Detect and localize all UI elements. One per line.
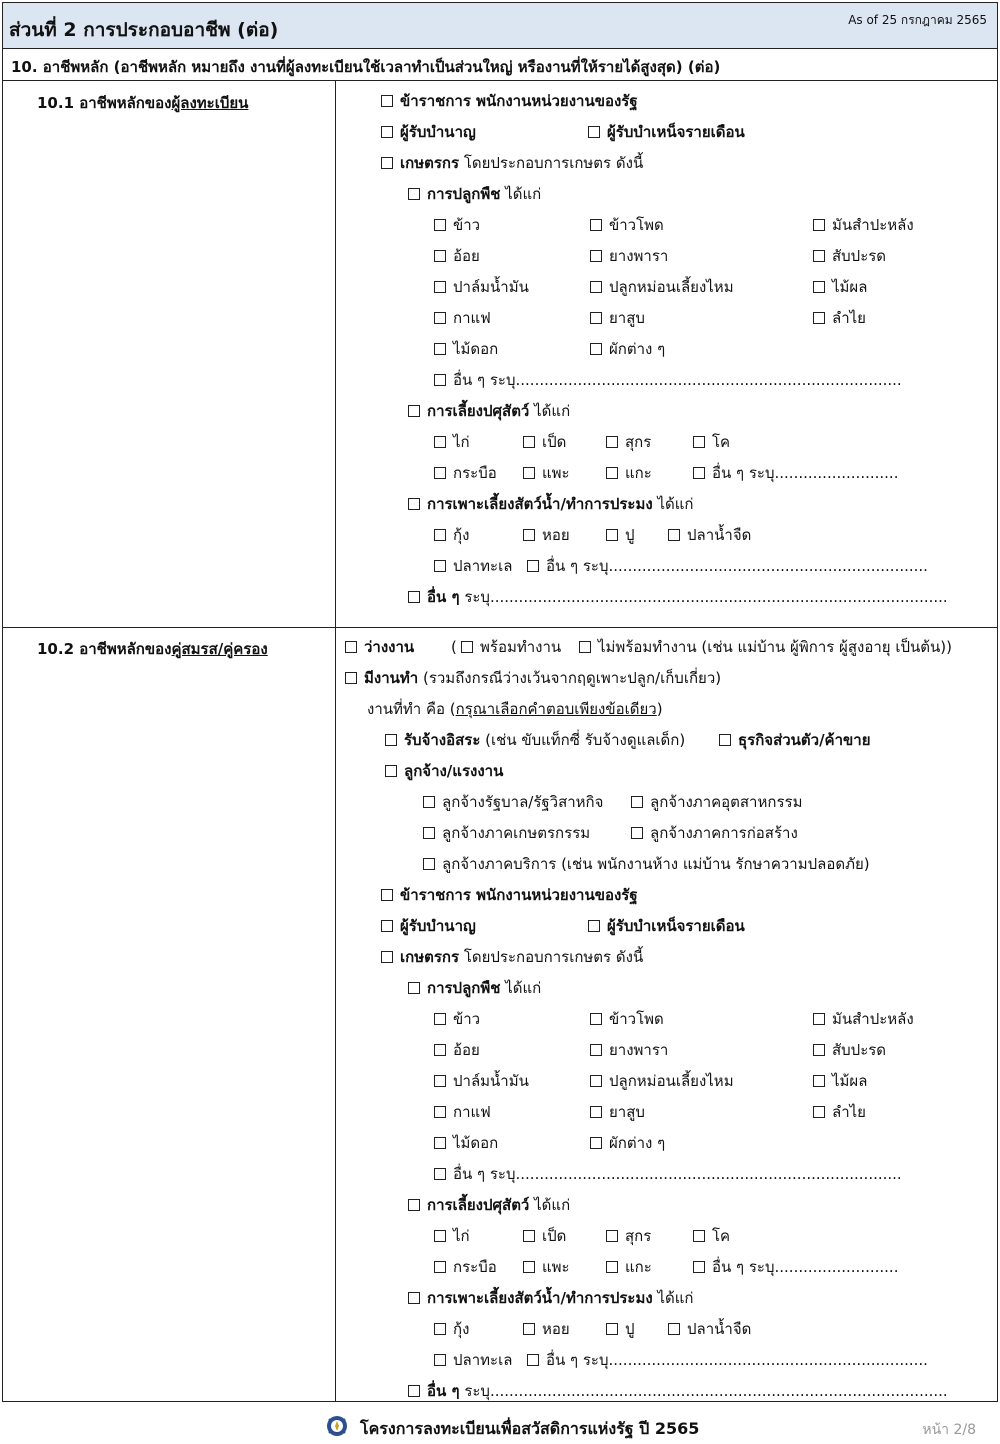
checkbox-box[interactable]	[461, 641, 473, 653]
checkbox-box[interactable]	[434, 1168, 446, 1180]
checkbox-crop[interactable]: ปลูกหม่อนเลี้ยงไหม	[590, 1071, 734, 1091]
checkbox-aqua[interactable]: ปลาน้ำจืด	[668, 1319, 751, 1339]
checkbox-not-ready[interactable]: ไม่พร้อมทำงาน (เช่น แม่บ้าน ผู้พิการ ผู้สูงอายุ เป็นต้น))	[579, 637, 952, 657]
checkbox-box[interactable]	[385, 734, 397, 746]
question-row	[3, 48, 997, 81]
checkbox-crop[interactable]: มันสำปะหลัง	[813, 215, 914, 235]
checkbox-box[interactable]	[668, 1323, 680, 1335]
checkbox-box[interactable]	[523, 1323, 535, 1335]
checkbox-crop[interactable]: ยาสูบ	[590, 1102, 645, 1122]
checkbox-box[interactable]	[434, 312, 446, 324]
checkbox-animal[interactable]: เป็ด	[523, 1226, 566, 1246]
checkbox-aqua[interactable]: ปู	[606, 525, 635, 545]
checkbox-animal[interactable]: กระบือ	[434, 463, 497, 483]
section-10-2-label: 10.2 อาชีพหลักของคู่สมรส/คู่ครอง	[37, 640, 268, 658]
checkbox-box[interactable]	[527, 560, 539, 572]
checkbox-animal[interactable]: แกะ	[606, 1257, 652, 1277]
checkbox-civil-servant[interactable]: ข้าราชการ พนักงานหน่วยงานของรัฐ	[381, 91, 638, 111]
checkbox-box[interactable]	[434, 281, 446, 293]
checkbox-crop[interactable]: อ้อย	[434, 246, 480, 266]
checkbox-crop-cultivation[interactable]: การปลูกพืช ได้แก่	[408, 184, 541, 204]
page-footer	[0, 1412, 1000, 1442]
checkbox-emp-agriculture[interactable]: ลูกจ้างภาคเกษตรกรรม	[423, 823, 590, 843]
checkbox-employee[interactable]: ลูกจ้าง/แรงงาน	[385, 761, 503, 781]
checkbox-box[interactable]	[381, 95, 393, 107]
checkbox-emp-government[interactable]: ลูกจ้างรัฐบาล/รัฐวิสาหกิจ	[423, 792, 603, 812]
checkbox-animal[interactable]: ไก่	[434, 1226, 470, 1246]
checkbox-ready-to-work[interactable]: พร้อมทำงาน	[461, 637, 561, 657]
checkbox-box[interactable]	[523, 467, 535, 479]
checkbox-aqua[interactable]: หอย	[523, 525, 570, 545]
checkbox-box[interactable]	[813, 1075, 825, 1087]
checkbox-animal-other-2[interactable]: อื่น ๆ ระบุ..........................	[693, 1257, 898, 1277]
checkbox-box[interactable]	[408, 1292, 420, 1304]
checkbox-box[interactable]	[590, 250, 602, 262]
checkbox-crop-other[interactable]: อื่น ๆ ระบุ.................................................................................	[434, 370, 902, 390]
checkbox-pension-2[interactable]: ผู้รับบำนาญ	[381, 916, 476, 936]
checkbox-box[interactable]	[408, 405, 420, 417]
checkbox-box[interactable]	[408, 982, 420, 994]
checkbox-box[interactable]	[423, 796, 435, 808]
checkbox-aqua[interactable]: ปลาทะเล	[434, 1350, 512, 1370]
checkbox-box[interactable]	[434, 1044, 446, 1056]
checkbox-box[interactable]	[588, 920, 600, 932]
checkbox-box[interactable]	[381, 951, 393, 963]
checkbox-business[interactable]: ธุรกิจส่วนตัว/ค้าขาย	[719, 730, 870, 750]
checkbox-box[interactable]	[693, 1230, 705, 1242]
checkbox-box[interactable]	[590, 343, 602, 355]
checkbox-aqua[interactable]: กุ้ง	[434, 1319, 469, 1339]
checkbox-box[interactable]	[606, 1323, 618, 1335]
checkbox-box[interactable]	[434, 1137, 446, 1149]
checkbox-pension[interactable]: ผู้รับบำนาญ	[381, 122, 476, 142]
checkbox-civil-servant-2[interactable]: ข้าราชการ พนักงานหน่วยงานของรัฐ	[381, 885, 638, 905]
checkbox-box[interactable]	[408, 1385, 420, 1397]
checkbox-crop[interactable]: ข้าว	[434, 1009, 480, 1029]
checkbox-crop[interactable]: ลำไย	[813, 308, 866, 328]
checkbox-box[interactable]	[693, 436, 705, 448]
checkbox-box[interactable]	[588, 126, 600, 138]
checkbox-box[interactable]	[434, 529, 446, 541]
checkbox-crop[interactable]: ข้าวโพด	[590, 1009, 664, 1029]
checkbox-animal[interactable]: แพะ	[523, 1257, 570, 1277]
checkbox-box[interactable]	[434, 250, 446, 262]
checkbox-other-occupation[interactable]: อื่น ๆ ระบุ................................................................................................	[408, 587, 948, 607]
checkbox-other-occupation-2[interactable]: อื่น ๆ ระบุ................................................................................................	[408, 1381, 948, 1401]
registrant-underlined: ผู้ลงทะเบียน	[171, 94, 249, 112]
checkbox-box[interactable]	[381, 157, 393, 169]
checkbox-box[interactable]	[434, 343, 446, 355]
checkbox-aquaculture[interactable]: การเพาะเลี้ยงสัตว์น้ำ/ทำการประมง ได้แก่	[408, 494, 694, 514]
checkbox-box[interactable]	[523, 436, 535, 448]
checkbox-box[interactable]	[434, 1106, 446, 1118]
checkbox-crop[interactable]: กาแฟ	[434, 308, 491, 328]
checkbox-box[interactable]	[693, 467, 705, 479]
checkbox-box[interactable]	[523, 1261, 535, 1273]
checkbox-animal[interactable]: สุกร	[606, 1226, 651, 1246]
section-title: ส่วนที่ 2 การประกอบอาชีพ (ต่อ)	[9, 19, 279, 41]
checkbox-animal[interactable]: กระบือ	[434, 1257, 497, 1277]
checkbox-livestock-2[interactable]: การเลี้ยงปศุสัตว์ ได้แก่	[408, 1195, 570, 1215]
question-text: 10. อาชีพหลัก (อาชีพหลัก หมายถึง งานที่ผู้ลงทะเบียนใช้เวลาทำเป็นส่วนใหญ่ หรืองานที่ให้รายได้สูงสุด) (ต่อ)	[11, 58, 721, 76]
checkbox-box[interactable]	[434, 1075, 446, 1087]
checkbox-box[interactable]	[381, 889, 393, 901]
section-10-1-label: 10.1 อาชีพหลักของผู้ลงทะเบียน	[37, 94, 249, 112]
checkbox-box[interactable]	[590, 1137, 602, 1149]
checkbox-aquaculture-2[interactable]: การเพาะเลี้ยงสัตว์น้ำ/ทำการประมง ได้แก่	[408, 1288, 694, 1308]
checkbox-box[interactable]	[606, 1261, 618, 1273]
checkbox-box[interactable]	[423, 858, 435, 870]
checkbox-animal[interactable]: แพะ	[523, 463, 570, 483]
checkbox-animal[interactable]: สุกร	[606, 432, 651, 452]
checkbox-crop[interactable]: มันสำปะหลัง	[813, 1009, 914, 1029]
checkbox-box[interactable]	[434, 1261, 446, 1273]
checkbox-box[interactable]	[719, 734, 731, 746]
checkbox-box[interactable]	[434, 467, 446, 479]
checkbox-crop[interactable]: ยาสูบ	[590, 308, 645, 328]
checkbox-freelance[interactable]: รับจ้างอิสระ (เช่น ขับแท็กซี่ รับจ้างดูแลเด็ก)	[385, 730, 685, 750]
checkbox-emp-service[interactable]: ลูกจ้างภาคบริการ (เช่น พนักงานห้าง แม่บ้าน รักษาความปลอดภัย)	[423, 854, 870, 874]
checkbox-crop[interactable]: กาแฟ	[434, 1102, 491, 1122]
checkbox-box[interactable]	[590, 219, 602, 231]
checkbox-box[interactable]	[434, 374, 446, 386]
column-divider	[335, 80, 336, 1402]
checkbox-crop[interactable]: ปาล์มน้ำมัน	[434, 277, 529, 297]
checkbox-box[interactable]	[381, 126, 393, 138]
checkbox-box[interactable]	[813, 250, 825, 262]
checkbox-emp-construction[interactable]: ลูกจ้างภาคการก่อสร้าง	[631, 823, 798, 843]
checkbox-box[interactable]	[606, 529, 618, 541]
checkbox-box[interactable]	[423, 827, 435, 839]
section-header	[3, 3, 997, 49]
checkbox-animal-other[interactable]: อื่น ๆ ระบุ..........................	[693, 463, 898, 483]
checkbox-crop[interactable]: สับปะรด	[813, 1040, 886, 1060]
checkbox-monthly-gratuity-2[interactable]: ผู้รับบำเหน็จรายเดือน	[588, 916, 745, 936]
checkbox-box[interactable]	[434, 1323, 446, 1335]
checkbox-livestock[interactable]: การเลี้ยงปศุสัตว์ ได้แก่	[408, 401, 570, 421]
checkbox-animal[interactable]: เป็ด	[523, 432, 566, 452]
checkbox-aqua[interactable]: กุ้ง	[434, 525, 469, 545]
checkbox-crop[interactable]: ไม้ดอก	[434, 1133, 498, 1153]
form-frame	[2, 2, 998, 1402]
checkbox-box[interactable]	[606, 436, 618, 448]
checkbox-box[interactable]	[813, 1106, 825, 1118]
checkbox-box[interactable]	[579, 641, 591, 653]
checkbox-crop-cultivation-2[interactable]: การปลูกพืช ได้แก่	[408, 978, 541, 998]
job-instruction: งานที่ทำ คือ (กรุณาเลือกคำตอบเพียงข้อเดียว)	[367, 700, 663, 718]
checkbox-box[interactable]	[631, 796, 643, 808]
checkbox-crop[interactable]: ผักต่าง ๆ	[590, 339, 665, 359]
checkbox-crop[interactable]: ปลูกหม่อนเลี้ยงไหม	[590, 277, 734, 297]
checkbox-aqua[interactable]: ปลาน้ำจืด	[668, 525, 751, 545]
checkbox-box[interactable]	[345, 672, 357, 684]
checkbox-crop[interactable]: ข้าว	[434, 215, 480, 235]
checkbox-box[interactable]	[590, 312, 602, 324]
checkbox-farmer[interactable]: เกษตรกร โดยประกอบการเกษตร ดังนี้	[381, 153, 643, 173]
checkbox-aqua[interactable]: หอย	[523, 1319, 570, 1339]
checkbox-employed[interactable]: มีงานทำ (รวมถึงกรณีว่างเว้นจากฤดูเพาะปลูก/เก็บเกี่ยว)	[345, 668, 721, 688]
footer-project-name: โครงการลงทะเบียนเพื่อสวัสดิการแห่งรัฐ ปี 2565	[360, 1419, 700, 1438]
garuda-emblem-icon	[326, 1414, 348, 1438]
checkbox-crop[interactable]: ปาล์มน้ำมัน	[434, 1071, 529, 1091]
checkbox-box[interactable]	[813, 219, 825, 231]
checkbox-aqua[interactable]: ปลาทะเล	[434, 556, 512, 576]
checkbox-crop[interactable]: ลำไย	[813, 1102, 866, 1122]
checkbox-box[interactable]	[813, 312, 825, 324]
checkbox-box[interactable]	[434, 1013, 446, 1025]
checkbox-box[interactable]	[693, 1261, 705, 1273]
as-of-date: As of 25 กรกฎาคม 2565	[848, 13, 987, 27]
checkbox-box[interactable]	[813, 281, 825, 293]
row-divider	[3, 627, 997, 628]
checkbox-box[interactable]	[590, 1106, 602, 1118]
checkbox-crop[interactable]: ข้าวโพด	[590, 215, 664, 235]
checkbox-box[interactable]	[590, 1044, 602, 1056]
checkbox-box[interactable]	[606, 467, 618, 479]
checkbox-crop-other-2[interactable]: อื่น ๆ ระบุ.................................................................................	[434, 1164, 902, 1184]
checkbox-box[interactable]	[434, 436, 446, 448]
checkbox-animal[interactable]: แกะ	[606, 463, 652, 483]
checkbox-emp-industry[interactable]: ลูกจ้างภาคอุตสาหกรรม	[631, 792, 802, 812]
checkbox-crop[interactable]: ยางพารา	[590, 1040, 668, 1060]
checkbox-box[interactable]	[381, 920, 393, 932]
checkbox-box[interactable]	[385, 765, 397, 777]
checkbox-box[interactable]	[408, 188, 420, 200]
checkbox-box[interactable]	[590, 1013, 602, 1025]
checkbox-crop[interactable]: สับปะรด	[813, 246, 886, 266]
checkbox-animal[interactable]: ไก่	[434, 432, 470, 452]
checkbox-box[interactable]	[590, 281, 602, 293]
checkbox-crop[interactable]: ไม้ผล	[813, 1071, 867, 1091]
checkbox-crop[interactable]: อ้อย	[434, 1040, 480, 1060]
checkbox-box[interactable]	[345, 641, 357, 653]
checkbox-crop[interactable]: ไม้ผล	[813, 277, 867, 297]
checkbox-crop[interactable]: ไม้ดอก	[434, 339, 498, 359]
checkbox-crop[interactable]: ผักต่าง ๆ	[590, 1133, 665, 1153]
checkbox-monthly-gratuity[interactable]: ผู้รับบำเหน็จรายเดือน	[588, 122, 745, 142]
checkbox-box[interactable]	[527, 1354, 539, 1366]
checkbox-aqua[interactable]: ปู	[606, 1319, 635, 1339]
checkbox-animal[interactable]: โค	[693, 1226, 730, 1246]
checkbox-farmer-2[interactable]: เกษตรกร โดยประกอบการเกษตร ดังนี้	[381, 947, 643, 967]
checkbox-box[interactable]	[668, 529, 680, 541]
checkbox-aqua-other[interactable]: อื่น ๆ ระบุ...................................................................	[527, 556, 928, 576]
checkbox-box[interactable]	[606, 1230, 618, 1242]
checkbox-crop[interactable]: ยางพารา	[590, 246, 668, 266]
checkbox-box[interactable]	[434, 1354, 446, 1366]
spouse-underlined: คู่สมรส/คู่ครอง	[171, 640, 268, 658]
checkbox-box[interactable]	[434, 219, 446, 231]
checkbox-box[interactable]	[408, 591, 420, 603]
checkbox-aqua-other-2[interactable]: อื่น ๆ ระบุ...................................................................	[527, 1350, 928, 1370]
checkbox-box[interactable]	[434, 560, 446, 572]
checkbox-box[interactable]	[523, 1230, 535, 1242]
checkbox-box[interactable]	[590, 1075, 602, 1087]
checkbox-unemployed[interactable]: ว่างงาน	[345, 637, 414, 657]
page-number: หน้า 2/8	[922, 1422, 976, 1438]
checkbox-box[interactable]	[631, 827, 643, 839]
checkbox-box[interactable]	[813, 1044, 825, 1056]
checkbox-box[interactable]	[408, 1199, 420, 1211]
unemployed-paren: (	[451, 638, 457, 656]
checkbox-box[interactable]	[434, 1230, 446, 1242]
checkbox-animal[interactable]: โค	[693, 432, 730, 452]
checkbox-box[interactable]	[523, 529, 535, 541]
checkbox-box[interactable]	[813, 1013, 825, 1025]
checkbox-box[interactable]	[408, 498, 420, 510]
